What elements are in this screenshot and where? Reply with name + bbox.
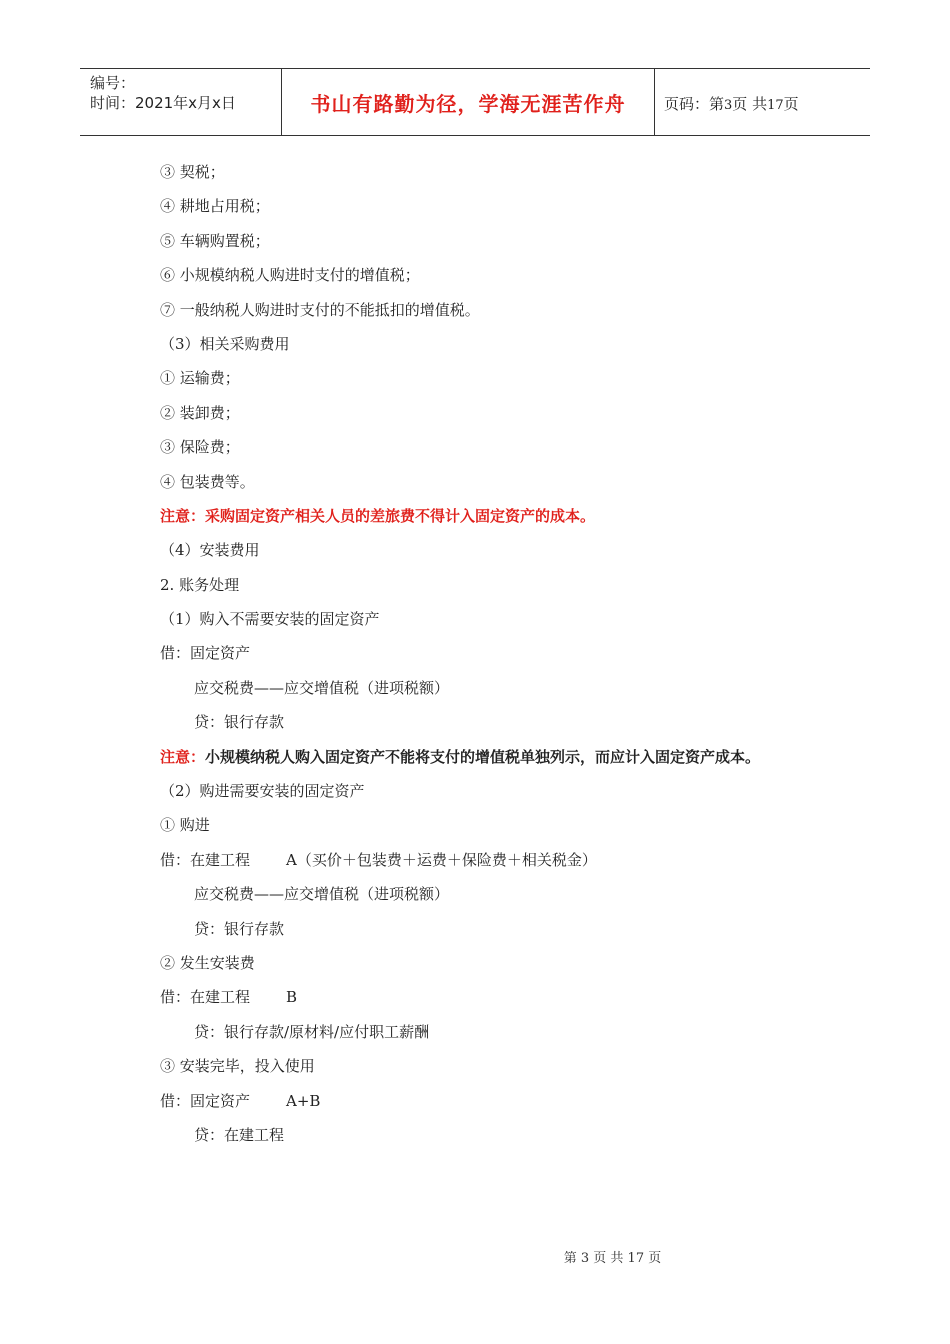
debit-amount: B: [286, 988, 298, 1007]
document-number-label: 编号：: [90, 74, 136, 92]
text-line: ③ 契税；: [160, 163, 225, 181]
document-body: [160, 158, 860, 1155]
section-heading: （3）相关采购费用: [160, 334, 290, 353]
note-text: 小规模纳税人购入固定资产不能将支付的增值税单独列示，而应计入固定资产成本。: [205, 747, 761, 766]
journal-credit: 贷：银行存款: [194, 919, 285, 938]
text-line: ③ 保险费；: [160, 438, 240, 457]
text-line: ② 装卸费；: [160, 403, 240, 422]
section-heading: （2）购进需要安装的固定资产: [160, 782, 365, 801]
footer-page-number: 第 3 页 共 17 页: [563, 1251, 662, 1266]
note-label: 注意：: [160, 747, 206, 766]
text-line: ④ 耕地占用税；: [160, 197, 270, 216]
section-heading: （4）安装费用: [160, 541, 260, 560]
debit-amount: A+B: [286, 1091, 321, 1110]
page-total: 17: [767, 98, 784, 113]
text-line: ② 发生安装费: [160, 953, 255, 972]
page-mid: 页 共: [732, 95, 768, 113]
header-page-info: [664, 93, 799, 114]
text-line: ④ 包装费等。: [160, 472, 255, 491]
page-suffix: 页: [783, 95, 799, 113]
debit-account: 借：在建工程: [160, 850, 251, 869]
text-line: ⑤ 车辆购置税；: [160, 231, 270, 250]
debit-account: 借：固定资产: [160, 1091, 251, 1110]
debit-account: 借：在建工程: [160, 988, 251, 1007]
text-line: ③ 安装完毕，投入使用: [160, 1057, 315, 1076]
journal-debit-sub: 应交税费——应交增值税（进项税额）: [194, 885, 450, 904]
journal-debit: [160, 983, 860, 1017]
note-travel-expense: 注意：采购固定资产相关人员的差旅费不得计入固定资产的成本。: [160, 506, 596, 525]
journal-credit: 贷：银行存款: [194, 713, 285, 732]
journal-debit: [160, 846, 860, 880]
debit-amount: A（买价＋包装费＋运费＋保险费＋相关税金）: [286, 850, 597, 869]
journal-credit: 贷：在建工程: [194, 1125, 285, 1144]
note-small-taxpayer: [160, 743, 860, 777]
page-header: [80, 68, 870, 136]
page-prefix: 页码：第: [664, 95, 725, 113]
journal-debit: [160, 1087, 860, 1121]
text-line: ① 运输费；: [160, 369, 240, 388]
header-meta: [90, 73, 236, 113]
document-date: 时间：2021年x月x日: [90, 94, 236, 112]
journal-debit: 借：固定资产: [160, 644, 251, 663]
text-line: ① 购进: [160, 816, 210, 835]
section-heading: 2. 账务处理: [160, 575, 240, 594]
journal-credit: 贷：银行存款/原材料/应付职工薪酬: [194, 1022, 430, 1041]
section-heading: （1）购入不需要安装的固定资产: [160, 610, 380, 629]
text-line: ⑥ 小规模纳税人购进时支付的增值税；: [160, 266, 420, 285]
page-footer: [0, 1247, 950, 1266]
header-motto: 书山有路勤为径，学海无涯苦作舟: [310, 91, 626, 116]
text-line: ⑦ 一般纳税人购进时支付的不能抵扣的增值税。: [160, 300, 480, 319]
page-number: 3: [724, 98, 733, 113]
journal-debit-sub: 应交税费——应交增值税（进项税额）: [194, 678, 450, 697]
